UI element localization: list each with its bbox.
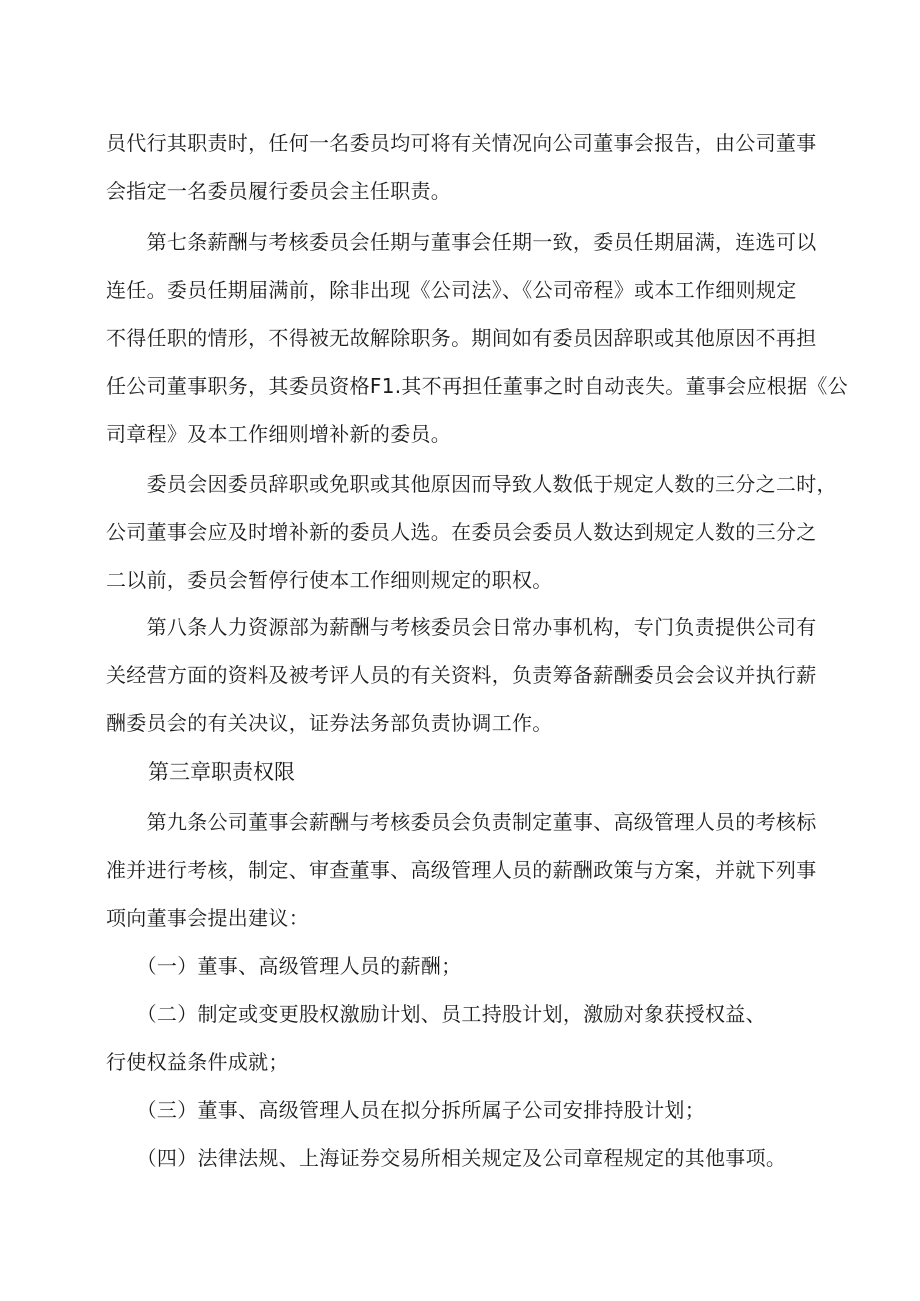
text-line: 关经营方面的资料及被考评人员的有关资料，负责筹备薪酬委员会会议并执行薪: [106, 663, 817, 687]
text-line: 委员会因委员辞职或免职或其他原因而导致人数低于规定人数的三分之二时，: [106, 472, 837, 496]
text-line: 不得任职的情形，不得被无故解除职务。期间如有委员因辞职或其他原因不再担: [106, 326, 817, 350]
paragraph-article-8: [106, 603, 818, 747]
list-item-4: [106, 1134, 818, 1182]
text-line: 酬委员会的有关决议，证券法务部负责协调工作。: [106, 711, 553, 735]
text-line: 连任。委员任期届满前，除非出现《公司法》、《公司帝程》或本工作细则规定: [106, 278, 797, 302]
paragraph-1: [106, 119, 818, 215]
text-line: 二以前，委员会暂停行使本工作细则规定的职权。: [106, 568, 553, 592]
text-line: （三）董事、高级管理人员在拟分拆所属子公司安排持股计划；: [106, 1098, 705, 1122]
list-item-1: [106, 942, 818, 990]
chapter-heading: 第三章职责权限: [148, 760, 295, 784]
text-line: （二）制定或变更股权激励计划、员工持股计划，激励对象获授权益、: [106, 1002, 766, 1026]
paragraph-committee-vacancy: [106, 460, 837, 604]
text-line: 员代行其职责时，任何一名委员均可将有关情况向公司董事会报告，由公司董事: [106, 131, 817, 155]
text-line: 项向董事会提出建议：: [106, 906, 309, 930]
text-line: 第八条人力资源部为薪酬与考核委员会日常办事机构，专门负责提供公司有: [106, 615, 817, 639]
text-line: （四）法律法规、上海证券交易所相关规定及公司章程规定的其他事项。: [106, 1146, 787, 1170]
text-line: 任公司董事职务，其委员资格F1.其不再担任董事之时自动丧失。董事会应根据《公: [106, 374, 848, 398]
paragraph-article-9: [106, 798, 818, 942]
text-line: 行使权益条件成就；: [106, 1050, 289, 1074]
text-line: 第九条公司董事会薪酬与考核委员会负责制定董事、高级管理人员的考核标: [106, 810, 817, 834]
text-line: 会指定一名委员履行委员会主任职责。: [106, 179, 452, 203]
text-line: 第七条薪酬与考核委员会任期与董事会任期一致，委员任期届满，连选可以: [106, 230, 817, 254]
list-item-3: [106, 1086, 818, 1134]
text-line: （一）董事、高级管理人员的薪酬；: [106, 954, 462, 978]
list-item-2: [106, 990, 818, 1086]
text-line: 准并进行考核，制定、审查董事、高级管理人员的薪酬政策与方案，并就下列事: [106, 858, 817, 882]
text-line: 公司董事会应及时增补新的委员人选。在委员会委员人数达到规定人数的三分之: [106, 520, 817, 544]
text-line: 司章程》及本工作细则增补新的委员。: [106, 422, 452, 446]
paragraph-article-7: [106, 218, 848, 458]
